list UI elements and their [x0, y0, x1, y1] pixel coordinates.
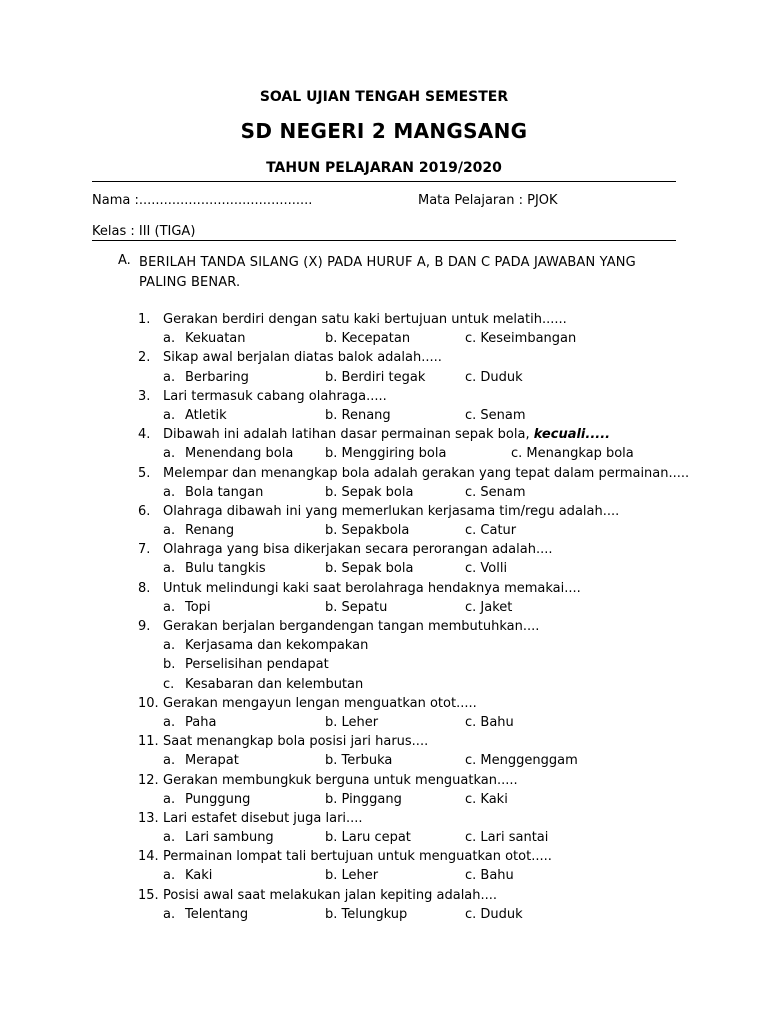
option-text: Berbaring [185, 369, 249, 385]
option-text: Kekuatan [185, 331, 246, 347]
option-letter: a. [163, 714, 176, 730]
option-text: b. Kecepatan [325, 331, 411, 347]
option-letter: a. [163, 599, 176, 615]
option-text: c. Bahu [465, 714, 514, 730]
question-text [163, 310, 567, 329]
option-line [0, 675, 768, 694]
option-letter: c. [163, 676, 175, 692]
question-text [163, 847, 552, 866]
question-number: 11. [138, 734, 159, 750]
question-prompt: Melempar dan menangkap bola adalah gerakan yang tepat dalam permainan..... [163, 465, 690, 481]
question-text [163, 809, 363, 828]
question-text [163, 540, 552, 559]
question-number: 12. [138, 772, 159, 788]
option-text: Bola tangan [185, 484, 264, 500]
question-line [0, 502, 768, 521]
question-line [0, 886, 768, 905]
question-prompt: Gerakan berjalan bergandengan tangan membutuhkan.... [163, 619, 540, 634]
question-text [163, 502, 619, 521]
option-text: b. Terbuka [325, 753, 393, 769]
option-text: c. Volli [465, 561, 508, 577]
option-text: c. Lari santai [465, 830, 549, 846]
option-letter: a. [163, 523, 176, 539]
option-text: Renang [185, 523, 235, 539]
question-item [0, 348, 768, 386]
question-number: 15. [138, 887, 159, 903]
option-text: Kesabaran dan kelembutan [185, 676, 364, 692]
option-text: Lari sambung [185, 830, 274, 846]
option-text: c. Menangkap bola [511, 446, 634, 462]
option-letter: a. [163, 753, 176, 769]
question-line [0, 425, 768, 444]
option-text: Bulu tangkis [185, 561, 266, 577]
question-text [163, 771, 518, 790]
question-number: 2. [138, 350, 151, 366]
option-text: b. Sepatu [325, 599, 388, 615]
option-line [0, 713, 768, 732]
question-text [163, 694, 477, 713]
question-text [163, 579, 581, 598]
question-prompt: Olahraga yang bisa dikerjakan secara perorangan adalah.... [163, 542, 553, 558]
question-text [163, 617, 539, 636]
question-text [163, 348, 442, 367]
question-line [0, 771, 768, 790]
question-line [0, 310, 768, 329]
question-prompt: Lari estafet disebut juga lari.... [163, 810, 363, 826]
question-number: 5. [138, 465, 151, 481]
option-text: c. Menggenggam [465, 753, 578, 769]
question-line [0, 387, 768, 406]
option-letter: a. [163, 446, 176, 462]
option-text: c. Catur [465, 523, 517, 539]
section-instruction: BERILAH TANDA SILANG (X) PADA HURUF A, B DAN C PADA JAWABAN YANG PALING BENAR. [139, 255, 636, 290]
question-list [0, 310, 768, 924]
option-line [0, 483, 768, 502]
question-emphasis: kecuali..... [533, 427, 611, 443]
question-item [0, 694, 768, 732]
question-number: 1. [138, 312, 151, 327]
question-number: 14. [138, 849, 159, 865]
question-line [0, 847, 768, 866]
question-number: 9. [138, 619, 151, 634]
question-number: 6. [138, 503, 151, 519]
option-text: c. Duduk [465, 906, 523, 922]
option-line [0, 559, 768, 578]
option-text: Atletik [185, 407, 227, 423]
question-number: 3. [138, 388, 151, 404]
question-number: 7. [138, 542, 151, 558]
question-prompt: Gerakan berdiri dengan satu kaki bertujuan untuk melatih...... [163, 312, 567, 327]
option-text: c. Duduk [465, 369, 523, 385]
school-name: SD NEGERI 2 MANGSANG [240, 119, 528, 143]
option-text: c. Bahu [465, 868, 514, 884]
academic-year: TAHUN PELAJARAN 2019/2020 [266, 160, 502, 176]
option-text: b. Sepakbola [325, 523, 410, 539]
option-line [0, 790, 768, 809]
student-name-field: Nama :.......................................... [92, 193, 313, 208]
question-item [0, 425, 768, 463]
question-text [163, 387, 387, 406]
question-item [0, 502, 768, 540]
option-text: b. Telungkup [325, 906, 408, 922]
option-line [0, 329, 768, 348]
option-text: c. Kaki [465, 791, 508, 807]
option-text: Merapat [185, 753, 239, 769]
question-text [163, 464, 689, 483]
header-divider [92, 181, 676, 182]
question-item [0, 464, 768, 502]
option-text: c. Senam [465, 407, 526, 423]
option-text: Telentang [185, 906, 249, 922]
question-line [0, 540, 768, 559]
question-prompt: Sikap awal berjalan diatas balok adalah..... [163, 350, 442, 366]
question-item [0, 809, 768, 847]
section-letter: A. [118, 253, 131, 268]
exam-title: SOAL UJIAN TENGAH SEMESTER [259, 89, 509, 105]
question-item [0, 847, 768, 885]
question-line [0, 464, 768, 483]
option-letter: a. [163, 638, 176, 654]
question-prompt: Lari termasuk cabang olahraga..... [163, 388, 387, 404]
option-line [0, 866, 768, 885]
question-item [0, 732, 768, 770]
question-line [0, 809, 768, 828]
option-text: Topi [185, 599, 211, 615]
question-text [163, 732, 428, 751]
question-item [0, 886, 768, 924]
option-letter: a. [163, 407, 176, 423]
option-text: b. Leher [325, 714, 379, 730]
question-prompt: Gerakan membungkuk berguna untuk menguatkan..... [163, 772, 518, 788]
question-line [0, 617, 768, 636]
info-divider [92, 240, 676, 241]
option-text: b. Menggiring bola [325, 446, 447, 462]
option-letter: a. [163, 830, 176, 846]
question-text [163, 425, 610, 444]
option-text: b. Pinggang [325, 791, 402, 807]
option-text: Menendang bola [185, 446, 294, 462]
question-number: 13. [138, 810, 159, 826]
question-line [0, 694, 768, 713]
question-text [163, 886, 497, 905]
question-line [0, 579, 768, 598]
option-line [0, 444, 768, 463]
option-line [0, 521, 768, 540]
option-letter: b. [163, 657, 176, 673]
option-letter: a. [163, 369, 176, 385]
option-line [0, 828, 768, 847]
question-prompt: Gerakan mengayun lengan menguatkan otot..... [163, 695, 477, 711]
option-letter: a. [163, 561, 176, 577]
option-text: b. Laru cepat [325, 830, 411, 846]
option-text: b. Berdiri tegak [325, 369, 426, 385]
option-line [0, 598, 768, 617]
option-line [0, 655, 768, 674]
option-text: c. Senam [465, 484, 526, 500]
option-text: c. Jaket [465, 599, 513, 615]
question-number: 8. [138, 580, 151, 596]
question-prompt: Untuk melindungi kaki saat berolahraga hendaknya memakai.... [163, 580, 581, 596]
question-line [0, 348, 768, 367]
option-text: b. Sepak bola [325, 484, 414, 500]
question-number: 10. [138, 695, 159, 711]
option-letter: a. [163, 906, 176, 922]
option-text: b. Renang [325, 407, 391, 423]
option-line [0, 636, 768, 655]
question-item [0, 310, 768, 348]
question-item [0, 617, 768, 694]
question-prompt: Saat menangkap bola posisi jari harus.... [163, 734, 429, 750]
question-number: 4. [138, 427, 151, 443]
question-prompt: Posisi awal saat melakukan jalan kepiting adalah.... [163, 887, 498, 903]
question-item [0, 387, 768, 425]
question-line [0, 732, 768, 751]
subject-field: Mata Pelajaran : PJOK [418, 193, 558, 208]
option-letter: a. [163, 791, 176, 807]
option-text: c. Keseimbangan [465, 331, 577, 347]
option-text: Kaki [185, 868, 213, 884]
option-line [0, 905, 768, 924]
option-text: b. Leher [325, 868, 379, 884]
question-prompt: Permainan lompat tali bertujuan untuk menguatkan otot..... [163, 849, 552, 865]
question-item [0, 579, 768, 617]
option-text: b. Sepak bola [325, 561, 414, 577]
option-text: Perselisihan pendapat [185, 657, 329, 673]
option-letter: a. [163, 331, 176, 347]
option-text: Paha [185, 714, 217, 730]
option-text: Kerjasama dan kekompakan [185, 638, 369, 654]
option-line [0, 368, 768, 387]
class-field: Kelas : III (TIGA) [92, 224, 196, 239]
question-prompt: Olahraga dibawah ini yang memerlukan kerjasama tim/regu adalah.... [163, 503, 620, 519]
option-letter: a. [163, 868, 176, 884]
option-letter: a. [163, 484, 176, 500]
question-item [0, 771, 768, 809]
option-line [0, 406, 768, 425]
option-text: Punggung [185, 791, 251, 807]
option-line [0, 751, 768, 770]
question-item [0, 540, 768, 578]
question-prompt: Dibawah ini adalah latihan dasar permainan sepak bola, [163, 427, 530, 443]
